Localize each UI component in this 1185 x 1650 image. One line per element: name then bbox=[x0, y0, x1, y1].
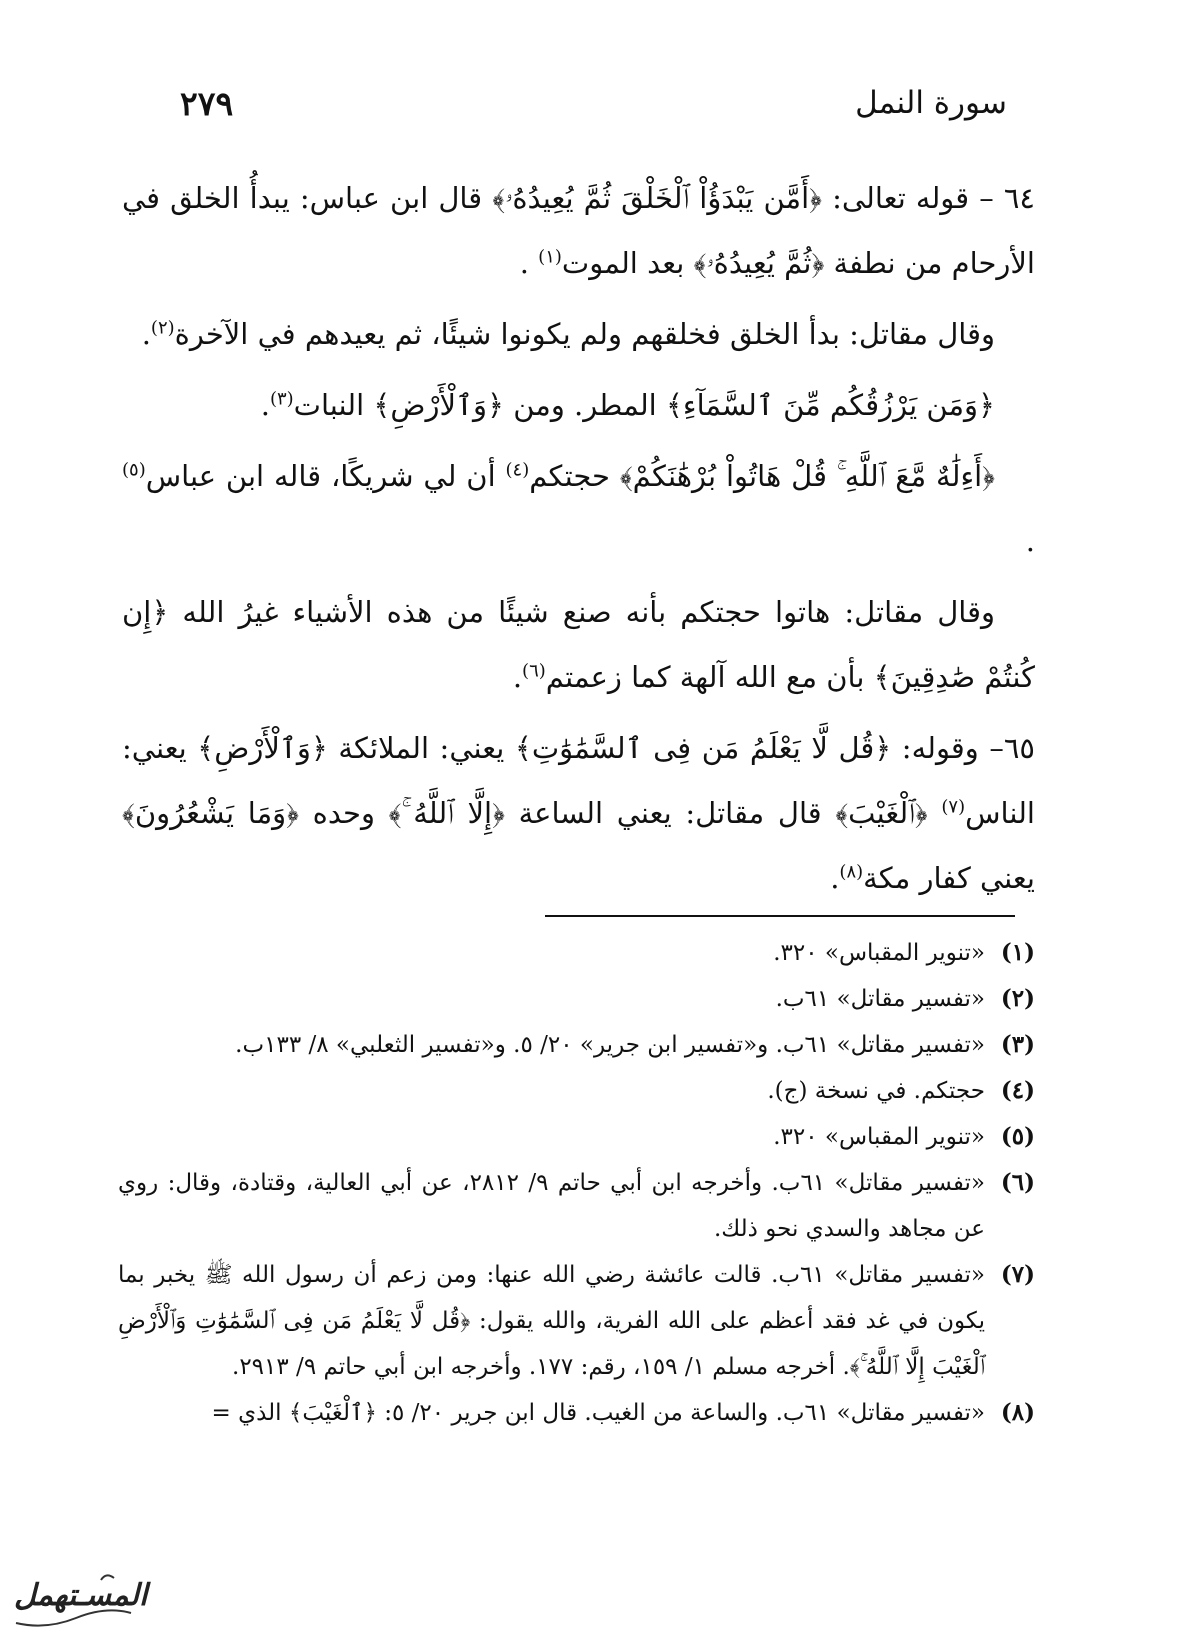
footnote-number: (٢) bbox=[1000, 985, 1035, 1012]
page-header bbox=[180, 78, 1007, 128]
paragraph-rizq bbox=[122, 373, 1035, 438]
punctuation: . bbox=[830, 861, 840, 895]
paragraph-ilah bbox=[122, 444, 1035, 574]
footnote-text: «تنوير المقباس» ٣٢٠. bbox=[773, 940, 985, 966]
paragraph-muqatil-1 bbox=[122, 302, 1035, 367]
paragraph-text: وقال مقاتل: بدأ الخلق فخلقهم ولم يكونوا شيئًا، ثم يعيدهم في الآخرة bbox=[174, 317, 995, 351]
footnote-item bbox=[118, 930, 1035, 976]
footnote-text: «تفسير مقاتل» ٦١ب. وأخرجه ابن أبي حاتم ٩/ ٢٨١٢، عن أبي العالية، وقتادة، وقال: روي عن مجاهد والسدي نحو ذلك. bbox=[118, 1170, 986, 1242]
main-text bbox=[122, 166, 1035, 917]
footnote-number: (١) bbox=[1000, 939, 1035, 966]
footnote-item bbox=[118, 1022, 1035, 1068]
footnote-ref[interactable]: (٣) bbox=[269, 388, 294, 410]
watermark-logo bbox=[6, 1568, 148, 1638]
paragraph-64 bbox=[122, 166, 1035, 296]
footnote-text: «تفسير مقاتل» ٦١ب. bbox=[775, 986, 985, 1012]
paragraph-text: أن لي شريكًا، قاله ابن عباس bbox=[145, 459, 506, 493]
punctuation: . bbox=[141, 317, 151, 351]
footnote-ref[interactable]: (٨) bbox=[839, 861, 864, 883]
footnote-text: «تفسير مقاتل» ٦١ب. قالت عائشة رضي الله عنها: ومن زعم أن رسول الله ﷺ يخبر بما يكون في غد فقد أعظم على الله الفرية، والله يقول: ﴿قُل لَّا يَعْلَمُ مَن فِى ٱلسَّمَٰوَٰتِ وَٱلْأَرْضِ ٱلْغَيْبَ إِلَّا ٱللَّهُ ۚ﴾. أخرجه مسلم ١/ ١٥٩، رقم: ١٧٧. وأخرجه ابن أبي حاتم ٩/ ٢٩١٣. bbox=[118, 1262, 985, 1380]
punctuation: . bbox=[519, 246, 539, 280]
logo-text: المسـتهمل bbox=[14, 1578, 148, 1613]
footnote-text: «تنوير المقباس» ٣٢٠. bbox=[773, 1124, 985, 1150]
punctuation: . bbox=[512, 660, 523, 694]
footnote-text: «تفسير مقاتل» ٦١ب. و«تفسير ابن جرير» ٢٠/ ٥. و«تفسير الثعلبي» ٨/ ١٣٣ب. bbox=[235, 1032, 985, 1058]
footnote-text: «تفسير مقاتل» ٦١ب. والساعة من الغيب. قال ابن جرير ٢٠/ ٥: ﴿ٱلْغَيْبَ﴾ الذي = bbox=[211, 1400, 985, 1426]
footnote-ref[interactable]: (٥) bbox=[122, 459, 146, 481]
footnote-ref[interactable]: (٤) bbox=[505, 459, 530, 481]
footnote-item bbox=[118, 1068, 1035, 1114]
footnote-ref[interactable]: (٢) bbox=[150, 317, 175, 339]
footnote-item bbox=[118, 1114, 1035, 1160]
paragraph-text: وقال مقاتل: هاتوا حجتكم بأنه صنع شيئًا من هذه الأشياء غيرُ الله ﴿إِن كُنتُمْ صَٰدِقِينَ﴾ بأن مع الله آلهة كما زعمتم bbox=[122, 595, 1035, 694]
footnote-item bbox=[118, 1390, 1035, 1436]
footnote-ref[interactable]: (٧) bbox=[941, 796, 966, 818]
footnote-number: (٨) bbox=[1000, 1399, 1035, 1426]
footnote-text: حجتكم. في نسخة (ج). bbox=[767, 1078, 985, 1104]
footnote-number: (٤) bbox=[1000, 1077, 1035, 1104]
footnote-item bbox=[118, 1252, 1035, 1390]
footnote-number: (٥) bbox=[1000, 1123, 1035, 1150]
footnote-number: (٧) bbox=[1000, 1261, 1035, 1288]
paragraph-text: ٦٤ – قوله تعالى: ﴿أَمَّن يَبْدَؤُاْ ٱلْخَلْقَ ثُمَّ يُعِيدُهُۥ﴾ قال ابن عباس: يبدأُ الخلق في الأرحام من نطفة ﴿ثُمَّ يُعِيدُهُۥ﴾ بعد الموت bbox=[122, 181, 1035, 280]
surah-title: سورة النمل bbox=[855, 85, 1007, 121]
punctuation: . bbox=[260, 388, 270, 422]
paragraph-text: ﴿أَءِلَٰهٌ مَّعَ ٱللَّهِ ۚ قُلْ هَاتُواْ بُرْهَٰنَكُمْ﴾ حجتكم bbox=[529, 459, 995, 493]
footnote-ref[interactable]: (١) bbox=[538, 246, 562, 268]
paragraph-65 bbox=[122, 716, 1035, 911]
footnotes bbox=[118, 930, 1035, 1436]
punctuation: . bbox=[1025, 524, 1035, 558]
paragraph-text: ﴿ٱلْغَيْبَ﴾ قال مقاتل: يعني الساعة ﴿إِلَّا ٱللَّهُ ۚ﴾ وحده ﴿وَمَا يَشْعُرُونَ﴾ يعني كفار مكة bbox=[122, 796, 1035, 895]
paragraph-text: ٦٥– وقوله: ﴿قُل لَّا يَعْلَمُ مَن فِى ٱلسَّمَٰوَٰتِ﴾ يعني: الملائكة ﴿وَٱلْأَرْضِ﴾ يعني: الناس bbox=[122, 731, 1035, 830]
footnote-number: (٦) bbox=[1000, 1169, 1035, 1196]
footnote-item bbox=[118, 1160, 1035, 1252]
footnote-item bbox=[118, 976, 1035, 1022]
paragraph-muqatil-2 bbox=[122, 580, 1035, 710]
paragraph-text: ﴿وَمَن يَرْزُقُكُم مِّنَ ٱلسَّمَآءِ﴾ المطر. ومن ﴿وَٱلْأَرْضِ﴾ النبات bbox=[293, 388, 995, 422]
footnote-ref[interactable]: (٦) bbox=[522, 660, 546, 682]
footnote-divider bbox=[545, 915, 1015, 917]
page-number: ٢٧٩ bbox=[180, 83, 234, 123]
footnote-number: (٣) bbox=[1000, 1031, 1035, 1058]
